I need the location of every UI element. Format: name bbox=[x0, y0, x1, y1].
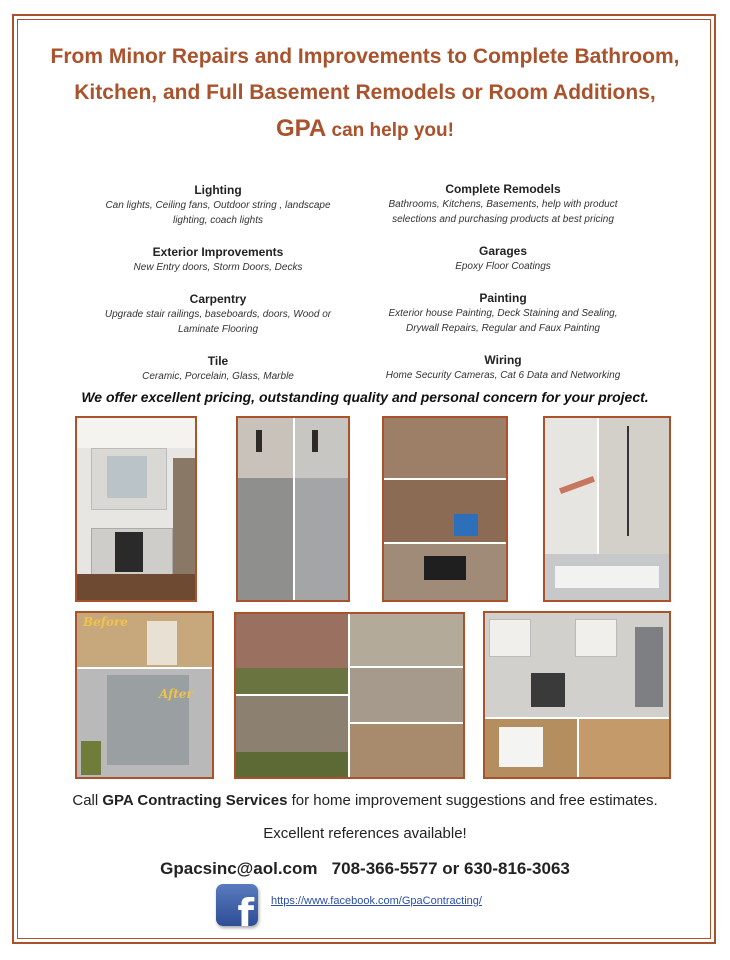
headline-line-1: From Minor Repairs and Improvements to Complete Bathroom, bbox=[50, 45, 680, 68]
company-name: GPA Contracting Services bbox=[102, 792, 288, 809]
service-painting bbox=[353, 290, 653, 336]
service-title: Lighting bbox=[194, 183, 242, 197]
photo-house-exteriors bbox=[234, 612, 465, 779]
brand-name: GPA bbox=[276, 115, 327, 142]
headline-line-3-rest: can help you! bbox=[326, 120, 454, 141]
photo-bathroom-before-after bbox=[75, 611, 214, 779]
contact-email[interactable]: Gpacsinc@aol.com bbox=[160, 859, 318, 878]
tagline: We offer excellent pricing, outstanding quality and personal concern for your project. bbox=[81, 389, 649, 405]
cta-suffix: for home improvement suggestions and free estimates. bbox=[287, 792, 658, 809]
service-tile bbox=[68, 353, 368, 384]
references-note: Excellent references available! bbox=[263, 825, 467, 842]
service-lighting bbox=[68, 182, 368, 228]
service-wiring bbox=[353, 352, 653, 383]
service-desc: Laminate Flooring bbox=[177, 324, 259, 335]
service-title: Tile bbox=[207, 354, 229, 368]
contact-line bbox=[20, 859, 710, 879]
photo-basement-bar bbox=[75, 416, 197, 602]
service-title: Garages bbox=[478, 244, 528, 258]
service-title: Wiring bbox=[484, 353, 522, 367]
service-desc: Bathrooms, Kitchens, Basements, help with product bbox=[388, 199, 618, 210]
headline-line-2: Kitchen, and Full Basement Remodels or Room Additions, bbox=[74, 81, 656, 104]
after-label: After bbox=[159, 687, 193, 701]
photo-garage-floor bbox=[236, 416, 350, 602]
service-desc: Drywall Repairs, Regular and Faux Painting bbox=[406, 323, 600, 334]
service-desc: lighting, coach lights bbox=[172, 215, 264, 226]
service-garages bbox=[353, 243, 653, 274]
photo-ceiling-fans bbox=[543, 416, 671, 602]
service-title: Carpentry bbox=[189, 292, 247, 306]
photo-kitchen-remodel bbox=[483, 611, 671, 779]
headline-line-3 bbox=[30, 114, 700, 146]
service-title: Painting bbox=[479, 291, 527, 305]
cta-prefix: Call bbox=[72, 792, 103, 809]
contact-phones: 708-366-5577 or 630-816-3063 bbox=[331, 859, 570, 878]
service-desc: Upgrade stair railings, baseboards, doors, Wood or bbox=[104, 309, 332, 320]
service-complete-remodels bbox=[353, 181, 653, 227]
photo-stone-fireplace bbox=[382, 416, 508, 602]
service-desc: Home Security Cameras, Cat 6 Data and Networking bbox=[385, 370, 621, 381]
before-label: Before bbox=[83, 615, 128, 629]
service-desc: Epoxy Floor Coatings bbox=[455, 261, 551, 272]
service-title: Complete Remodels bbox=[445, 182, 561, 196]
facebook-link[interactable]: https://www.facebook.com/GpaContracting/ bbox=[271, 895, 482, 907]
service-title: Exterior Improvements bbox=[152, 245, 284, 259]
service-desc: selections and purchasing products at best pricing bbox=[392, 214, 614, 225]
service-exterior-improvements bbox=[68, 244, 368, 275]
service-desc: Exterior house Painting, Deck Staining and Sealing, bbox=[388, 308, 618, 319]
service-desc: Can lights, Ceiling fans, Outdoor string , landscape bbox=[105, 200, 331, 211]
facebook-icon[interactable]: f bbox=[216, 884, 258, 926]
service-desc: Ceramic, Porcelain, Glass, Marble bbox=[142, 371, 294, 382]
service-carpentry bbox=[68, 291, 368, 337]
service-desc: New Entry doors, Storm Doors, Decks bbox=[133, 262, 303, 273]
call-to-action bbox=[20, 792, 710, 809]
